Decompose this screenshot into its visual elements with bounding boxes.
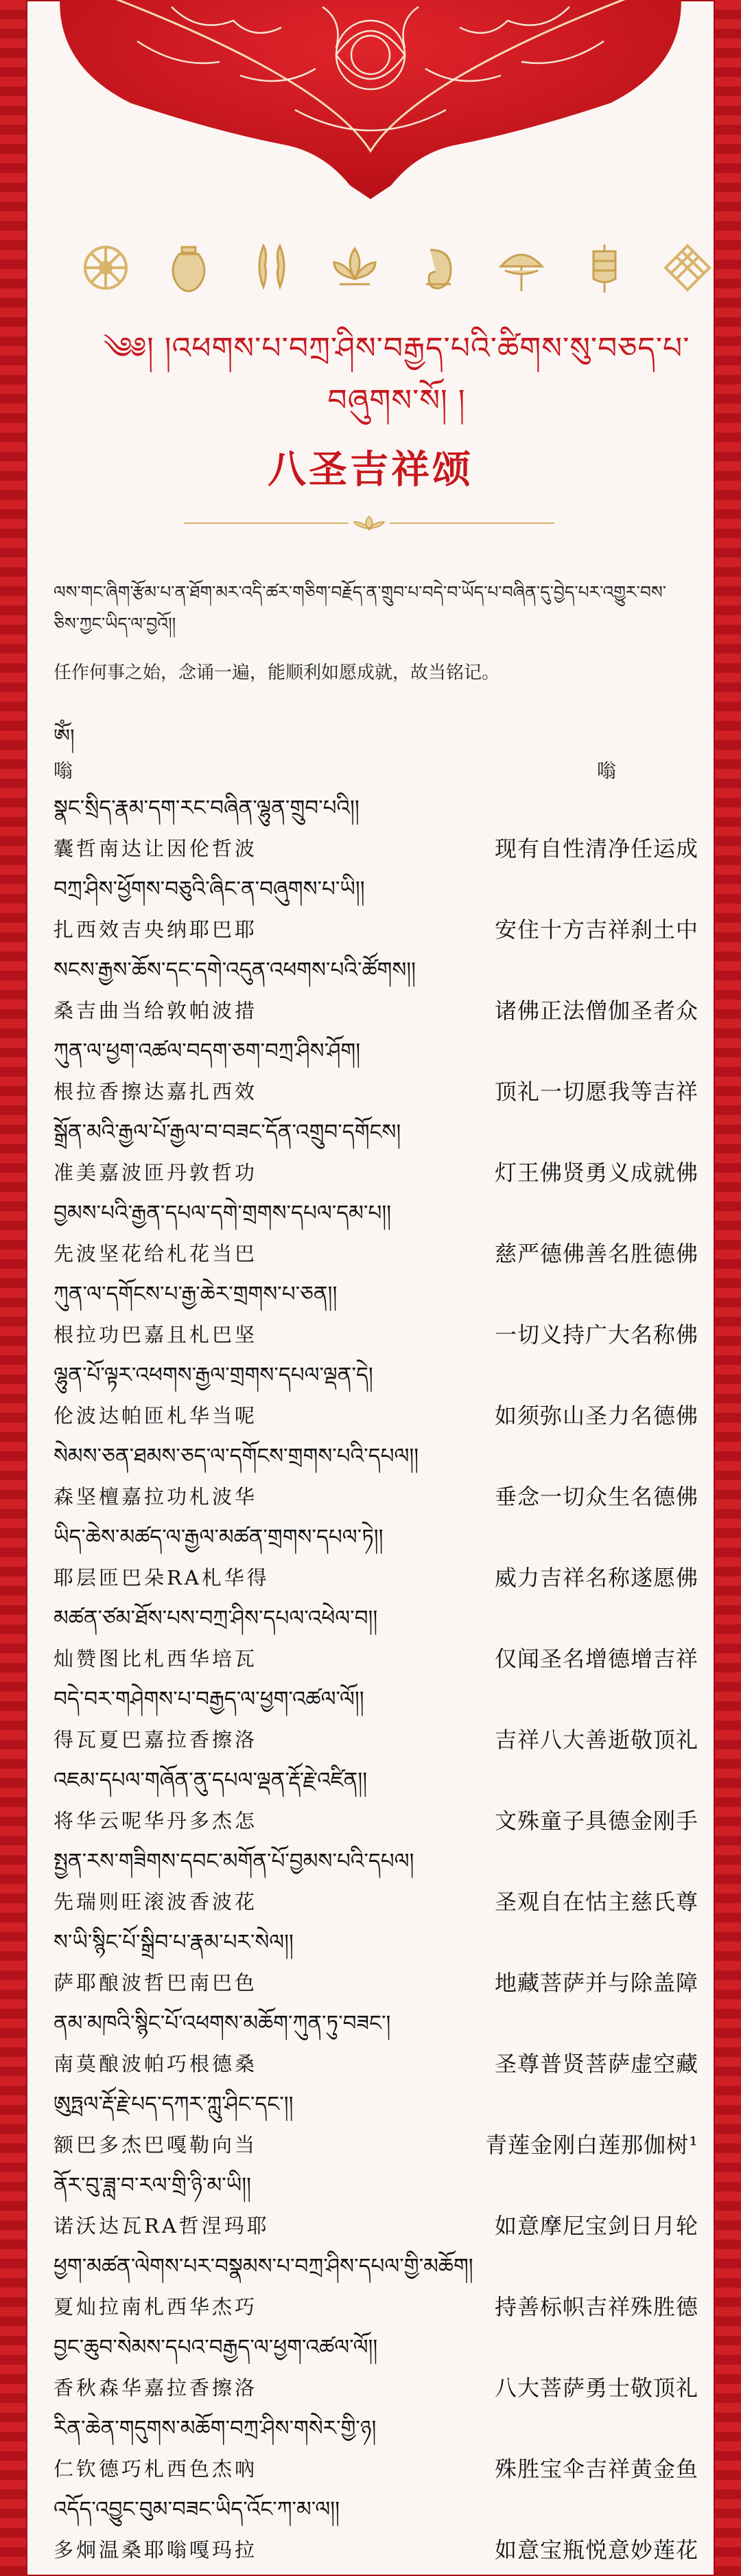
verse-line [54, 788, 698, 869]
verse-meaning: 仅闻圣名增德增吉祥 [494, 1646, 698, 1672]
verse-transliteration: 先瑞则旺滚波香波花 [54, 1890, 258, 1913]
verse-line [54, 2489, 698, 2571]
verse-transliteration: 额巴多杰巴嘎勒向当 [54, 2133, 258, 2157]
verse-tibetan: ནམ་མཁའི་སྙིང་པོ་འཕགས་མཆོག་ཀུན་ཏུ་བཟང་། [54, 2011, 391, 2036]
verse-tibetan: འཇམ་དཔལ་གཞོན་ནུ་དཔལ་ལྡན་རྡོ་རྗེ་འཛིན།། [54, 1768, 368, 1793]
verse-pair [54, 1881, 698, 1922]
verse-tibetan: བཀྲ་ཤིས་ཕྱོགས་བཅུའི་ཞིང་ན་བཞུགས་པ་ཡི།། [54, 877, 365, 901]
verse-line [54, 1598, 698, 1679]
verse-tibetan: ཀུན་ལ་དགོངས་པ་རྒྱ་ཆེར་གྲགས་པ་ཅན།། [54, 1282, 338, 1307]
verse-section [54, 707, 698, 2571]
lotus-divider-icon [184, 515, 554, 531]
verse-transliteration: 森坚檀嘉拉功札波华 [54, 1485, 258, 1508]
verse-lines [54, 788, 698, 2571]
verse-line [54, 2246, 698, 2327]
verse-transliteration: 夏灿拉南札西华杰巧 [54, 2295, 258, 2319]
verse-tibetan: ཨུཏྤལ་རྡོ་རྗེ་པད་དཀར་ཀླུ་ཤིང་དང་།། [54, 2092, 294, 2117]
victory-banner-icon [573, 236, 636, 299]
verse-tibetan: ས་ཡི་སྙིང་པོ་སྒྲིབ་པ་རྣམ་པར་སེལ།། [54, 1930, 294, 1955]
verse-tibetan: བྱང་ཆུབ་སེམས་དཔའ་བརྒྱད་ལ་ཕྱག་འཚལ་ལོ།། [54, 2335, 378, 2360]
verse-meaning: 现有自性清净任运成 [494, 836, 698, 862]
verse-tibetan: རིན་ཆེན་གདུགས་མཆོག་བཀྲ་ཤིས་གསེར་གྱི་ཉ། [54, 2416, 377, 2441]
verse-transliteration: 将华云呢华丹多杰怎 [54, 1809, 258, 1832]
verse-transliteration: 先波坚花给札花当巴 [54, 1242, 258, 1265]
verse-transliteration: 扎西效吉央纳耶巴耶 [54, 918, 258, 941]
verse-tibetan: ཕྱག་མཚན་ལེགས་པར་བསྣམས་པ་བཀྲ་ཤིས་དཔལ་གྱི་མཆོག། [54, 2254, 473, 2279]
verse-line [54, 1355, 698, 1436]
opening-meaning: 嗡 [596, 759, 616, 782]
verse-tibetan: སྒྲོན་མའི་རྒྱལ་པོ་རྒྱལ་བ་བཟང་དོན་འགྲུབ་དགོངས། [54, 1120, 401, 1145]
verse-line [54, 1679, 698, 1760]
verse-transliteration: 耶层匝巴朵RA札华得 [54, 1566, 270, 1589]
verse-pair [54, 909, 698, 950]
lotus-icon [323, 236, 386, 299]
opening-tibetan: ཨོཾ། [54, 725, 75, 749]
opening-translit: 嗡 [54, 759, 73, 782]
intro-tibetan: ལས་གང་ཞིག་རྩོམ་པ་ན་ཐོག་མར་འདི་ཚར་གཅིག་བརྗོད་ན་གྲུབ་པ་བདེ་བ་ཡོད་པ་བཞིན་དུ་བྱེད་པར་འགྱུར་བས་ཅིས་ཀྱང་ཡིད་ལ་བྱའོ།། [54, 582, 667, 634]
page-paper [26, 0, 715, 2576]
endless-knot-icon [656, 236, 719, 299]
right-border [715, 0, 741, 2576]
verse-meaning: 慈严德佛善名胜德佛 [494, 1241, 698, 1267]
verse-meaning: 如意宝瓶悦意妙莲花 [494, 2537, 698, 2563]
verse-transliteration: 桑吉曲当给敦帕波措 [54, 999, 258, 1022]
verse-pair [54, 1962, 698, 2003]
intro-chinese: 任作何事之始，念诵一遍，能顺利如愿成就，故当铭记。 [54, 663, 500, 683]
verse-pair [54, 2448, 698, 2489]
verse-meaning: 如须弥山圣力名德佛 [494, 1403, 698, 1429]
verse-tibetan: ཡིད་ཆེས་མཚད་ལ་རྒྱལ་མཚན་གྲགས་དཔལ་ཏེ།། [54, 1525, 384, 1550]
verse-meaning: 持善标帜吉祥殊胜德 [494, 2294, 698, 2320]
verse-line [54, 2165, 698, 2246]
verse-meaning: 灯王佛贤勇义成就佛 [494, 1160, 698, 1186]
verse-meaning: 一切义持广大名称佛 [494, 1322, 698, 1348]
verse-line [54, 1760, 698, 1841]
verse-line [54, 1436, 698, 1517]
tibetan-title: ༄༅། །འཕགས་པ་བཀྲ་ཤིས་བརྒྱད་པའི་ཚིགས་སུ་བཅད་པ་བཞུགས་སོ། ། [103, 331, 690, 418]
verse-pair [54, 1476, 698, 1517]
verse-transliteration: 伦波达帕匝札华当呢 [54, 1404, 258, 1427]
verse-pair [54, 2286, 698, 2327]
verse-pair [54, 1152, 698, 1193]
verse-tibetan: ཀུན་ལ་ཕྱག་འཚལ་བདག་ཅག་བཀྲ་ཤིས་ཤོག། [54, 1039, 361, 1063]
verse-meaning: 吉祥八大善逝敬顶礼 [494, 1727, 698, 1753]
verse-line [54, 1841, 698, 1922]
verse-transliteration: 多炯温桑耶嗡嘎玛拉 [54, 2538, 258, 2562]
verse-line [54, 869, 698, 950]
verse-transliteration: 香秋森华嘉拉香擦洛 [54, 2376, 258, 2400]
verse-transliteration: 根拉功巴嘉且札巴坚 [54, 1323, 258, 1346]
verse-line [54, 2084, 698, 2165]
verse-meaning: 顶礼一切愿我等吉祥 [494, 1079, 698, 1105]
verse-tibetan: བདེ་བར་གཤེགས་པ་བརྒྱད་ལ་ཕྱག་འཚལ་ལོ།། [54, 1687, 364, 1712]
verse-pair [54, 2124, 698, 2165]
lotus-crest-ornament [34, 0, 707, 199]
verse-tibetan: སྤྱན་རས་གཟིགས་དབང་མགོན་པོ་བྱམས་པའི་དཔལ། [54, 1849, 414, 1874]
verse-tibetan: འདོད་འབྱུང་བུམ་བཟང་ཡིད་འོང་ཀ་མ་ལ།། [54, 2497, 340, 2522]
verse-meaning: 垂念一切众生名德佛 [494, 1484, 698, 1510]
verse-pair [54, 1071, 698, 1112]
verse-transliteration: 准美嘉波匝丹敦哲功 [54, 1161, 258, 1184]
verse-meaning: 殊胜宝伞吉祥黄金鱼 [494, 2456, 698, 2482]
verse-pair [54, 1395, 698, 1436]
verse-pair [54, 2367, 698, 2408]
verse-meaning: 威力吉祥名称遂愿佛 [494, 1565, 698, 1591]
verse-transliteration: 根拉香擦达嘉扎西效 [54, 1080, 258, 1103]
verse-meaning: 安住十方吉祥刹土中 [494, 917, 698, 943]
left-border [0, 0, 26, 2576]
verse-line [54, 1517, 698, 1598]
verse-tibetan: སེམས་ཅན་ཐམས་ཅད་ལ་དགོངས་གྲགས་པའི་དཔལ།། [54, 1444, 419, 1469]
verse-tibetan: བྱམས་པའི་རྒྱན་དཔལ་དགེ་གྲགས་དཔལ་དམ་པ།། [54, 1201, 392, 1226]
verse-pair [54, 1557, 698, 1598]
verse-line [54, 2327, 698, 2408]
verse-tibetan: སངས་རྒྱས་ཆོས་དང་དགེ་འདུན་འཕགས་པའི་ཚོགས།། [54, 958, 416, 982]
treasure-vase-icon [157, 236, 220, 299]
opening-row [54, 754, 698, 788]
verse-line [54, 1922, 698, 2003]
verse-transliteration: 南莫酿波帕巧根德桑 [54, 2052, 258, 2075]
verse-transliteration: 囊哲南达让因伦哲波 [54, 837, 258, 860]
verse-pair [54, 2205, 698, 2246]
verse-meaning: 圣尊普贤菩萨虚空藏 [494, 2051, 698, 2077]
verse-pair [54, 1314, 698, 1355]
verse-pair [54, 828, 698, 869]
verse-line [54, 950, 698, 1031]
verse-tibetan: མཚན་ཙམ་ཐོས་པས་བཀྲ་ཤིས་དཔལ་འཕེལ་བ།། [54, 1606, 378, 1631]
verse-tibetan: སྣང་སྲིད་རྣམ་དག་རང་བཞིན་ལྷུན་གྲུབ་པའི།། [54, 796, 360, 820]
verse-line [54, 1031, 698, 1112]
verse-transliteration: 得瓦夏巴嘉拉香擦洛 [54, 1728, 258, 1751]
umbrella-icon [490, 236, 553, 299]
verse-pair [54, 2043, 698, 2084]
verse-tibetan: ནོར་བུ་ཟླ་བ་རལ་གྲི་ཉི་མ་ཡི།། [54, 2173, 251, 2198]
conch-icon [407, 236, 470, 299]
verse-meaning: 文殊童子具德金刚手 [494, 1808, 698, 1834]
verse-transliteration: 诺沃达瓦RA哲涅玛耶 [54, 2214, 270, 2238]
verse-pair [54, 2529, 698, 2571]
verse-pair [54, 1719, 698, 1760]
verse-pair [54, 990, 698, 1031]
verse-pair [54, 1233, 698, 1274]
dharma-wheel-icon [74, 236, 137, 299]
verse-meaning: 八大菩萨勇士敬顶礼 [494, 2375, 698, 2401]
verse-line [54, 1112, 698, 1193]
verse-transliteration: 萨耶酿波哲巴南巴色 [54, 1971, 258, 1994]
verse-meaning: 圣观自在怙主慈氏尊 [494, 1889, 698, 1915]
verse-line [54, 2408, 698, 2489]
verse-line [54, 1274, 698, 1355]
verse-transliteration: 仁钦德巧札西色杰吶 [54, 2457, 258, 2481]
golden-fish-icon [240, 236, 303, 299]
chinese-title: 八圣吉祥颂 [268, 447, 473, 492]
verse-line [54, 2003, 698, 2084]
verse-pair [54, 1800, 698, 1841]
verse-tibetan: ལྷུན་པོ་ལྟར་འཕགས་རྒྱལ་གྲགས་དཔལ་ལྡན་དེ། [54, 1363, 373, 1388]
verse-meaning: 诸佛正法僧伽圣者众 [494, 998, 698, 1024]
verse-meaning: 地藏菩萨并与除盖障 [494, 1970, 698, 1996]
verse-meaning: 如意摩尼宝剑日月轮 [494, 2213, 698, 2239]
verse-transliteration: 灿赞图比札西华培瓦 [54, 1647, 258, 1670]
verse-line [54, 1193, 698, 1274]
verse-meaning: 青莲金刚白莲那伽树¹ [485, 2132, 698, 2158]
verse-pair [54, 1638, 698, 1679]
eight-auspicious-symbols-row [74, 227, 719, 309]
